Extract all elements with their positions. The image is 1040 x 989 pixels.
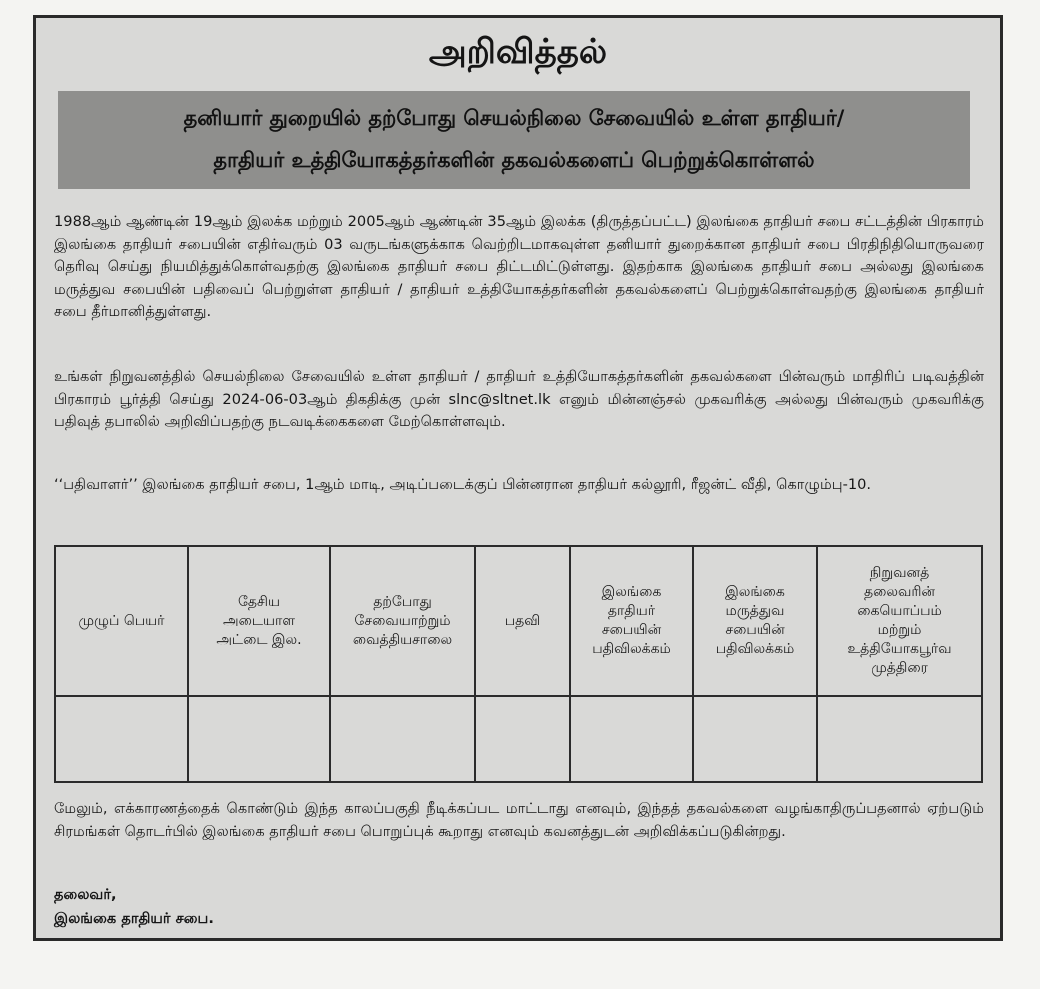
header-line: தேசிய bbox=[237, 593, 281, 610]
header-line: இலங்கை bbox=[601, 584, 662, 600]
paragraph-instructions: உங்கள் நிறுவனத்தில் செயல்நிலை சேவையில் உள்ள தாதியர் / தாதியர் உத்தியோகத்தர்களின் தகவல்களை பின்வரும் மாதிரிப் படிவத்தின் பிரகாரம் பூர்த்தி செய்து 2024-06-03ஆம் திகதிக்கு முன் slnc@sltnet.lk எனும் மின்னஞ்சல் முகவரிக்கு அல்லது பின்வரும் முகவரிக்கு பதிவுத் தபாலில் அறிவிப்பதற்கு நடவடிக்கைகளை மேற்கொள்ளவும். bbox=[54, 368, 984, 430]
blank-cell bbox=[570, 696, 693, 782]
blank-cell bbox=[55, 696, 188, 782]
form-header-row bbox=[55, 546, 982, 696]
information-form-table bbox=[54, 545, 983, 783]
signature-organization: இலங்கை தாதியர் சபை. bbox=[54, 910, 214, 927]
header-line: நிறுவனத் bbox=[869, 565, 930, 581]
header-line: முத்திரை bbox=[871, 660, 928, 676]
header-line: அட்டை இல. bbox=[216, 631, 302, 648]
blank-cell bbox=[475, 696, 570, 782]
blank-cell bbox=[330, 696, 475, 782]
subtitle-line-1: தனியார் துறையில் தற்போது செயல்நிலை சேவையில் உள்ள தாதியர்/ bbox=[183, 106, 845, 130]
header-line: பதிவிலக்கம் bbox=[592, 641, 671, 657]
header-line: பதவி bbox=[504, 612, 541, 629]
header-line: அடையாள bbox=[223, 612, 295, 629]
header-line: கையொப்பம் bbox=[857, 603, 942, 619]
notice-title: அறிவித்தல் bbox=[428, 32, 608, 72]
header-line: மருத்துவ bbox=[725, 603, 785, 619]
header-line: உத்தியோகபூர்வ bbox=[847, 641, 952, 657]
header-line: தாதியர் bbox=[607, 603, 656, 619]
header-line: சபையின் bbox=[725, 622, 785, 638]
header-line: முழுப் பெயர் bbox=[78, 612, 165, 629]
paragraph-closing: மேலும், எக்காரணத்தைக் கொண்டும் இந்த காலப்பகுதி நீடிக்கப்பட மாட்டாது எனவும், இந்தத் தகவல்களை வழங்காதிருப்பதனால் ஏற்படும் சிரமங்கள் தொடர்பில் இலங்கை தாதியர் சபை பொறுப்புக் கூறாது எனவும் கவனத்துடன் அறிவிக்கப்படுகின்றது. bbox=[54, 800, 984, 840]
header-current-hospital bbox=[330, 546, 475, 696]
form-blank-row bbox=[55, 696, 982, 782]
header-medical-council-reg bbox=[693, 546, 817, 696]
subtitle-line-2: தாதியர் உத்தியோகத்தர்களின் தகவல்களைப் பெற்றுக்கொள்ளல் bbox=[213, 148, 815, 172]
header-nursing-council-reg bbox=[570, 546, 693, 696]
header-line: சபையின் bbox=[601, 622, 662, 638]
header-line: மற்றும் bbox=[877, 622, 922, 638]
header-line: இலங்கை bbox=[725, 584, 785, 600]
header-line: வைத்தியசாலை bbox=[352, 631, 453, 648]
paragraph-address: ‘‘பதிவாளர்’’ இலங்கை தாதியர் சபை, 1ஆம் மாடி, அடிப்படைக்குப் பின்னரான தாதியர் கல்லூரி, ரீஜன்ட் வீதி, கொழும்பு-10. bbox=[54, 476, 872, 493]
header-line: சேவையாற்றும் bbox=[354, 612, 451, 629]
header-designation bbox=[475, 546, 570, 696]
signature-block bbox=[54, 883, 984, 931]
paragraph-intro: 1988ஆம் ஆண்டின் 19ஆம் இலக்க மற்றும் 2005ஆம் ஆண்டின் 35ஆம் இலக்க (திருத்தப்பட்ட) இலங்கை தாதியர் சபை சட்டத்தின் பிரகாரம் இலங்கை தாதியர் சபையின் எதிர்வரும் 03 வருடங்களுக்காக வெற்றிடமாகவுள்ள தனியார் துறைக்கான தாதியர் சபை பிரதிநிதியொருவரை தெரிவு செய்து நியமித்துக்கொள்வதற்கு இலங்கை தாதியர் சபை திட்டமிட்டுள்ளது. இதற்காக இலங்கை தாதியர் சபை அல்லது இலங்கை மருத்துவ சபையின் பதிவைப் பெற்றுள்ள தாதியர் / தாதியர் உத்தியோகத்தர்களின் தகவல்களைப் பெற்றுக்கொள்வதற்கு இலங்கை தாதியர் சபை தீர்மானித்துள்ளது. bbox=[54, 213, 984, 320]
header-line: தற்போது bbox=[373, 593, 432, 610]
signature-title: தலைவர், bbox=[54, 886, 117, 903]
notice-frame bbox=[33, 15, 1003, 941]
header-line: தலைவரின் bbox=[863, 584, 936, 600]
header-line: பதிவிலக்கம் bbox=[715, 641, 795, 657]
blank-cell bbox=[817, 696, 982, 782]
notice-subtitle-banner bbox=[58, 91, 970, 189]
blank-cell bbox=[188, 696, 330, 782]
header-nic-number bbox=[188, 546, 330, 696]
blank-cell bbox=[693, 696, 817, 782]
header-full-name bbox=[55, 546, 188, 696]
header-head-signature-seal bbox=[817, 546, 982, 696]
